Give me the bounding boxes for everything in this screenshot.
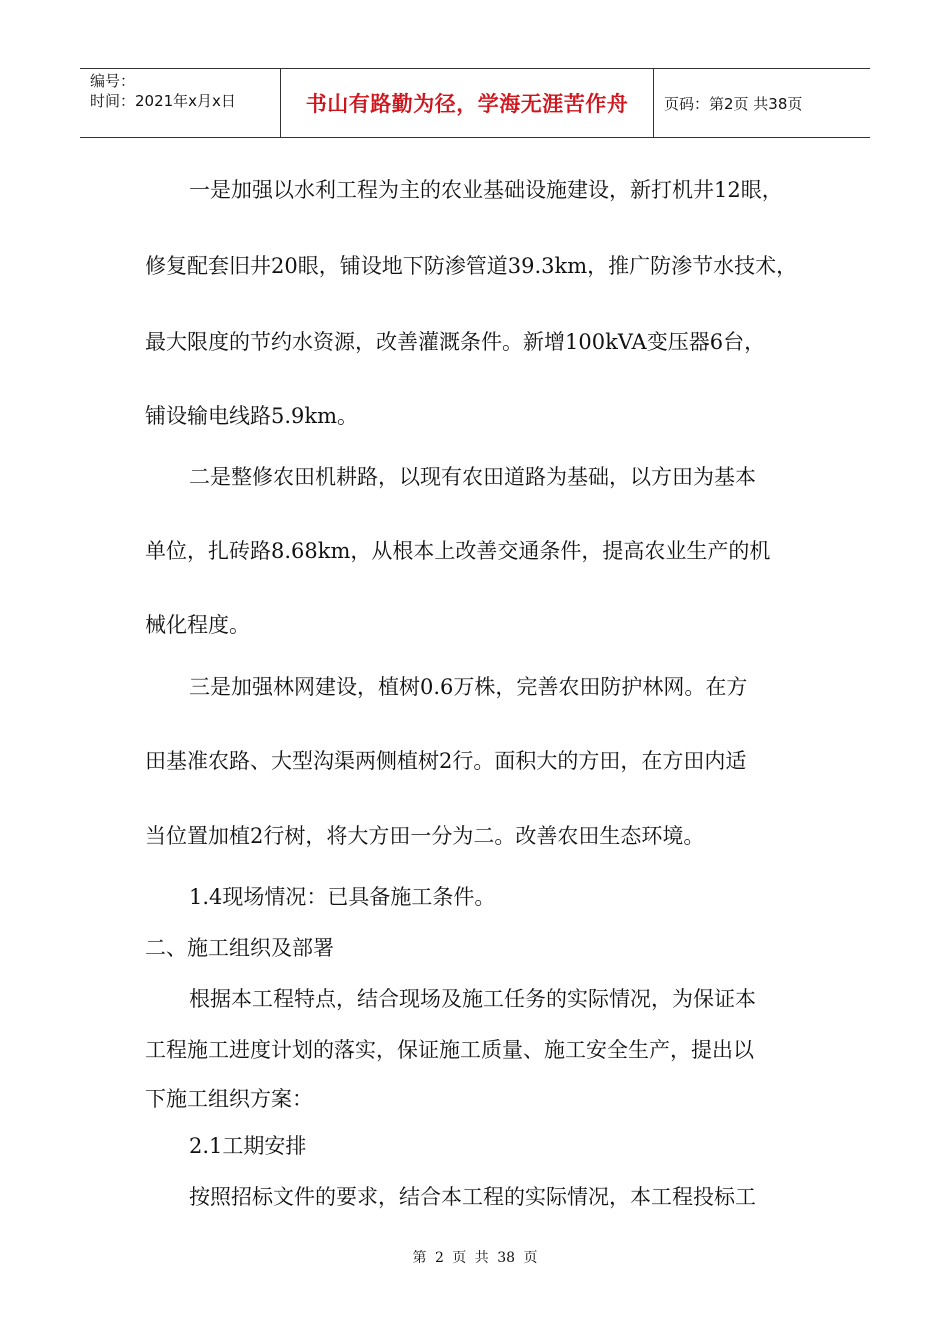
body-line: 三是加强林网建设，植树0.6万株，完善农田防护林网。在方 xyxy=(189,675,748,699)
header-page-info: 页码：第2页 共38页 xyxy=(664,94,803,113)
body-line: 单位，扎砖路8.68km，从根本上改善交通条件，提高农业生产的机 xyxy=(145,539,771,563)
body-line: 工程施工进度计划的落实，保证施工质量、施工安全生产，提出以 xyxy=(145,1038,754,1062)
header-meta xyxy=(80,69,281,137)
body-line: 根据本工程特点，结合现场及施工任务的实际情况，为保证本 xyxy=(189,987,756,1011)
body-line: 最大限度的节约水资源，改善灌溉条件。新增100kVA变压器6台， xyxy=(145,330,766,354)
header-motto: 书山有路勤为径，学海无涯苦作舟 xyxy=(305,92,629,116)
body-line: 田基准农路、大型沟渠两侧植树2行。面积大的方田，在方田内适 xyxy=(145,749,747,773)
header-time-label: 时间：2021年x月x日 xyxy=(90,92,236,110)
body-line: 下施工组织方案： xyxy=(145,1087,313,1111)
body-line: 修复配套旧井20眼，铺设地下防渗管道39.3km，推广防渗节水技术， xyxy=(145,254,798,278)
body-line: 铺设输电线路5.9km。 xyxy=(145,404,359,428)
body-line: 二是整修农田机耕路，以现有农田道路为基础，以方田为基本 xyxy=(189,465,756,489)
section-heading: 二、施工组织及部署 xyxy=(145,936,334,960)
subsection-heading: 2.1工期安排 xyxy=(189,1134,307,1158)
header-motto-cell xyxy=(281,69,654,137)
body-line: 当位置加植2行树，将大方田一分为二。改善农田生态环境。 xyxy=(145,824,705,848)
body-line: 按照招标文件的要求，结合本工程的实际情况，本工程投标工 xyxy=(189,1185,756,1209)
header-number-label: 编号： xyxy=(90,72,136,90)
body-line: 一是加强以水利工程为主的农业基础设施建设，新打机井12眼， xyxy=(189,178,783,202)
page-footer: 第 2 页 共 38 页 xyxy=(412,1250,538,1266)
body-line: 械化程度。 xyxy=(145,613,250,637)
body-line: 1.4现场情况：已具备施工条件。 xyxy=(189,885,496,909)
document-header xyxy=(80,68,870,138)
